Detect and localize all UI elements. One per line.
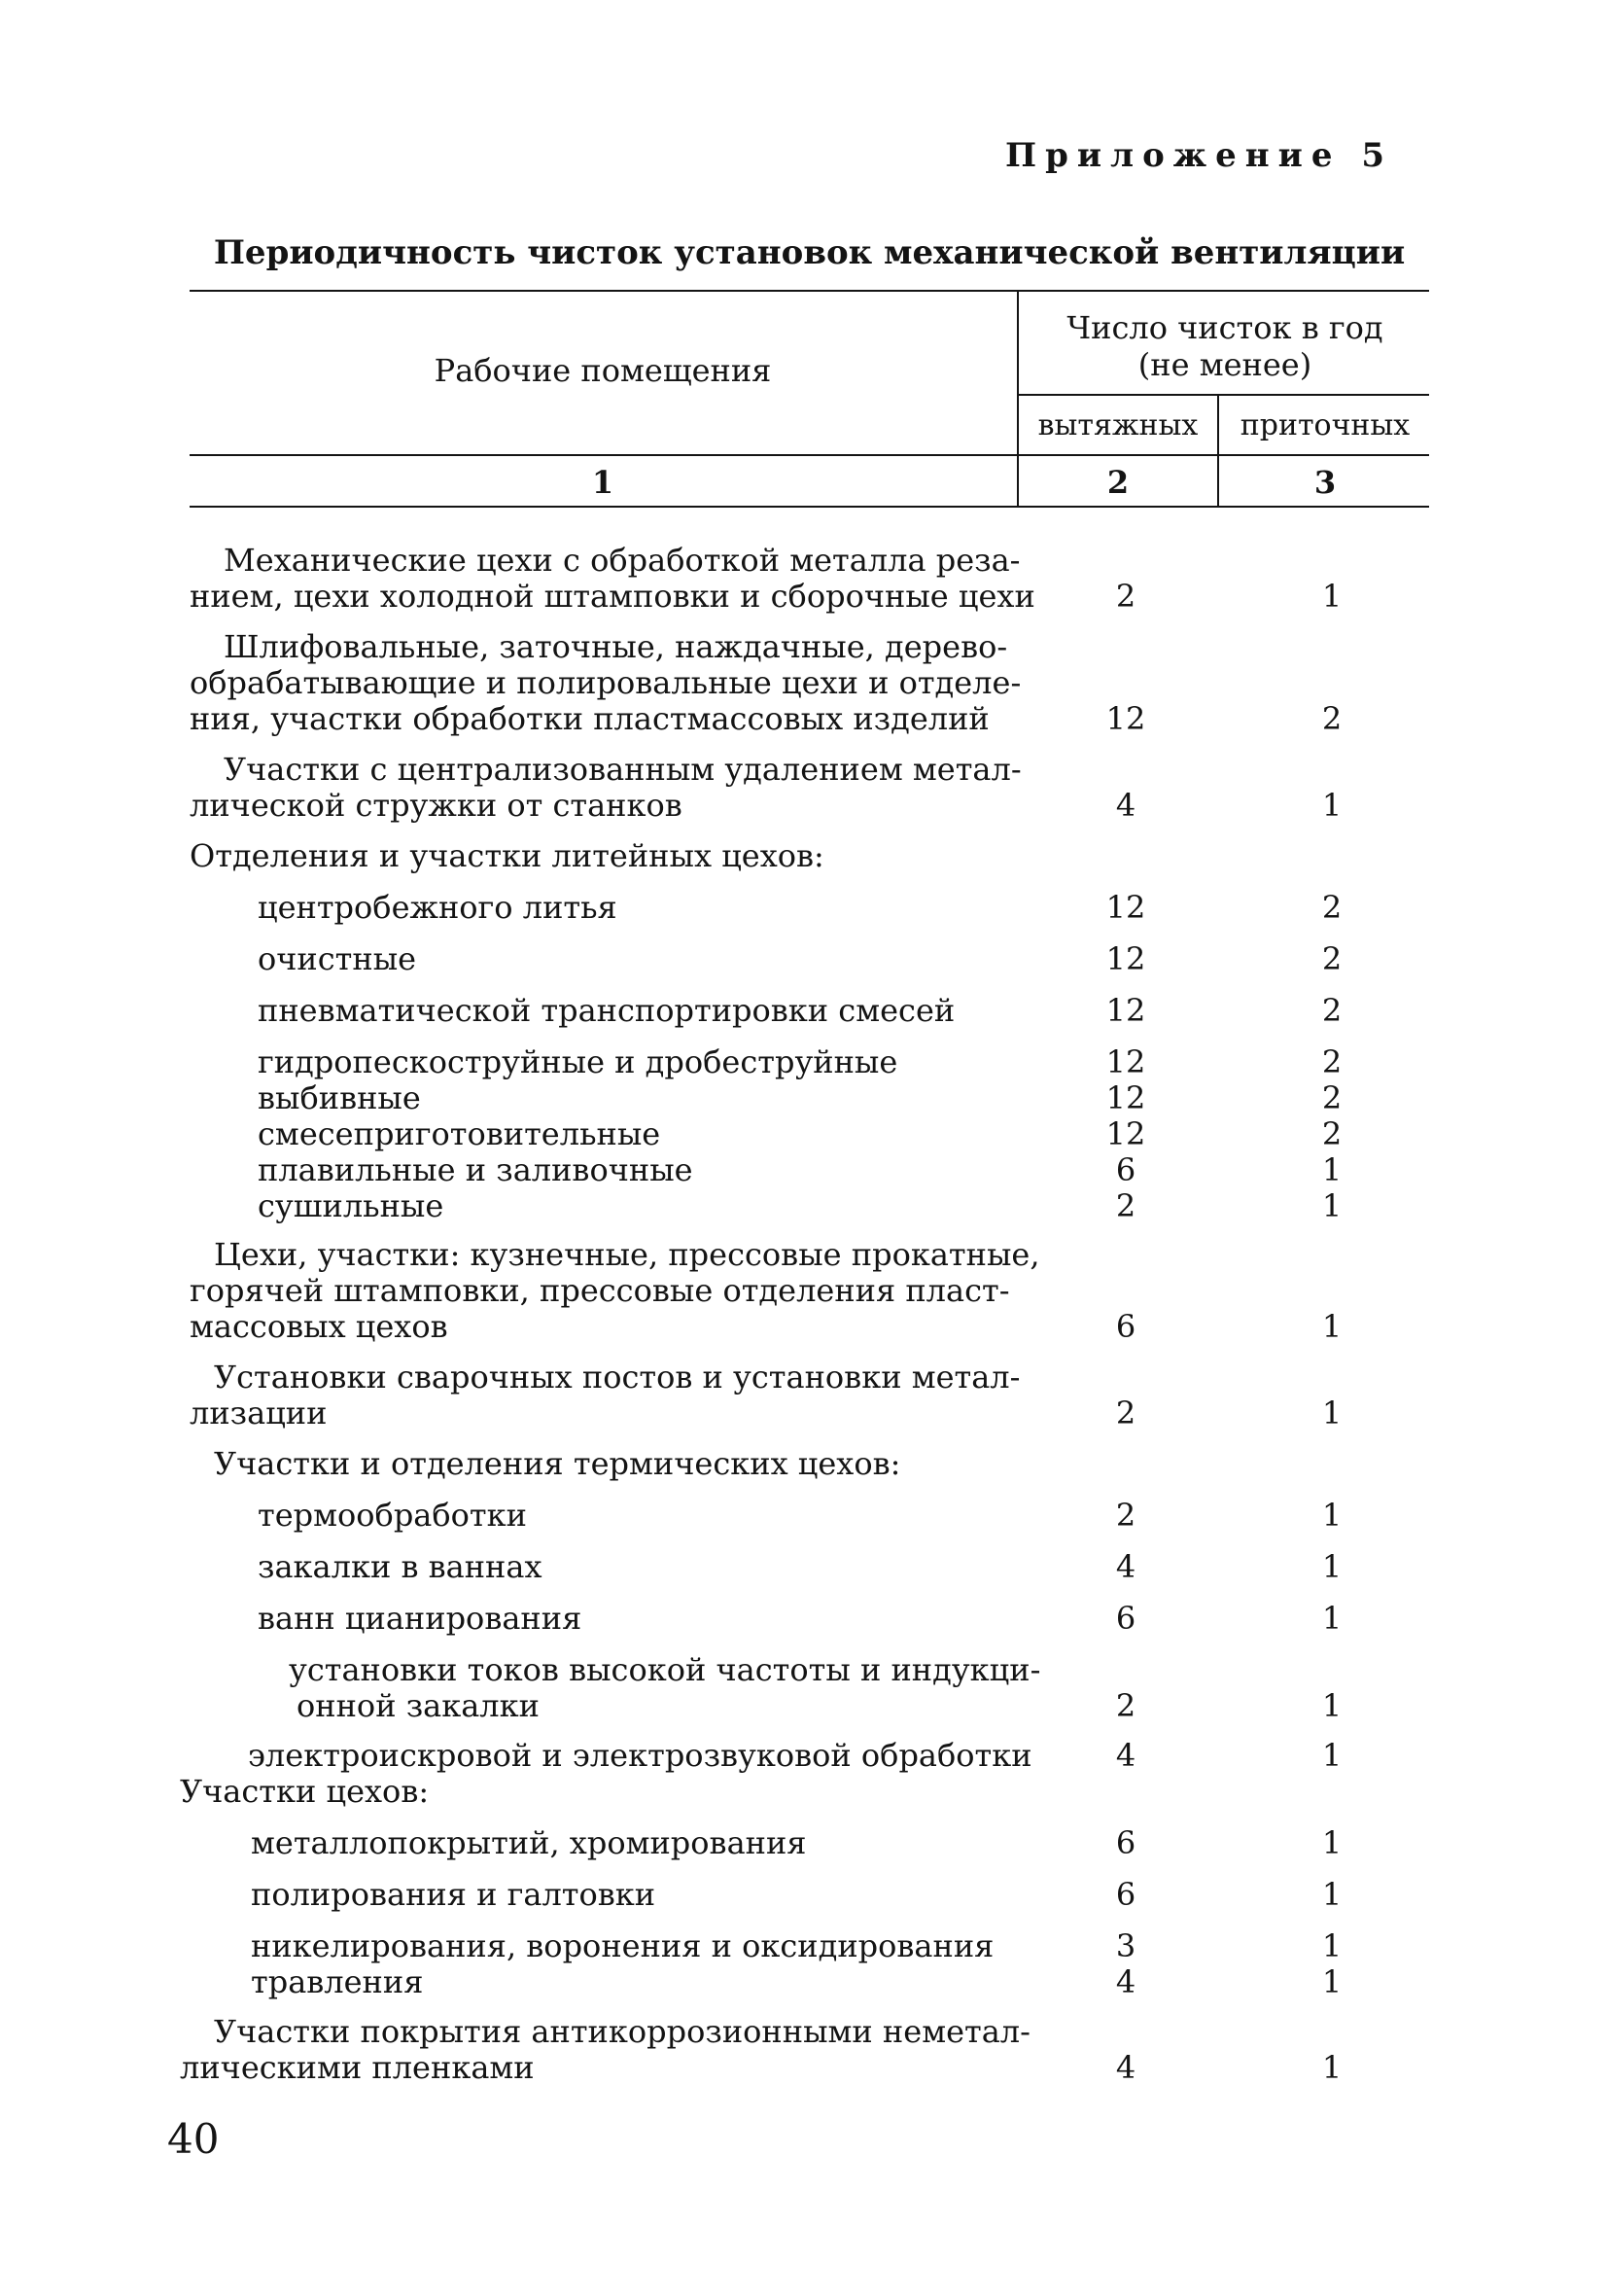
column-divider-1: [1017, 292, 1019, 506]
column-number-2: 2: [1106, 464, 1130, 501]
row-exhaust-value: 2: [1115, 1395, 1136, 1431]
row-exhaust-value: 6: [1115, 1600, 1136, 1637]
row-exhaust-value: 2: [1115, 578, 1136, 615]
group-header-rule: [1019, 394, 1429, 396]
row-exhaust-value: 2: [1115, 1687, 1136, 1724]
row-description: очистные: [258, 940, 417, 977]
row-supply-value: 2: [1321, 940, 1343, 977]
row-description: сушильные: [258, 1187, 444, 1224]
row-supply-value: 2: [1321, 889, 1343, 926]
row-description: термообработки: [258, 1497, 527, 1534]
row-description: никелирования, воронения и оксидирования: [251, 1927, 995, 1964]
column-divider-2: [1217, 396, 1219, 506]
row-description: травления: [251, 1963, 424, 2000]
row-exhaust-value: 12: [1105, 1115, 1146, 1152]
row-description: закалки в ваннах: [258, 1548, 542, 1585]
row-description: Участки покрытия антикоррозионными неметал- лическими пленками: [180, 2013, 1031, 2086]
row-description: полирования и галтовки: [251, 1876, 656, 1913]
row-supply-value: 1: [1321, 1824, 1343, 1861]
row-description: гидропескоструйные и дробеструйные: [258, 1043, 898, 1080]
row-description: Установки сварочных постов и установки метал- лизации: [190, 1359, 1021, 1431]
row-supply-value: 1: [1321, 1687, 1343, 1724]
row-exhaust-value: 4: [1115, 1548, 1136, 1585]
row-exhaust-value: 6: [1115, 1151, 1136, 1188]
row-exhaust-value: 12: [1105, 700, 1146, 737]
row-supply-value: 1: [1321, 1963, 1343, 2000]
row-supply-value: 2: [1321, 1079, 1343, 1116]
table-header-divider: [190, 454, 1429, 456]
row-exhaust-value: 12: [1105, 889, 1146, 926]
row-supply-value: 1: [1321, 1737, 1343, 1774]
row-exhaust-value: 12: [1105, 1079, 1146, 1116]
row-supply-value: 1: [1321, 1497, 1343, 1534]
row-exhaust-value: 12: [1105, 992, 1146, 1029]
row-supply-value: 2: [1321, 992, 1343, 1029]
row-exhaust-value: 4: [1115, 1963, 1136, 2000]
table-top-rule: [190, 290, 1429, 292]
row-exhaust-value: 2: [1115, 1497, 1136, 1534]
row-supply-value: 1: [1321, 1927, 1343, 1964]
row-description: Отделения и участки литейных цехов:: [190, 837, 824, 874]
row-supply-value: 1: [1321, 787, 1343, 824]
column-number-1: 1: [591, 464, 614, 501]
row-supply-value: 2: [1321, 700, 1343, 737]
row-supply-value: 1: [1321, 1187, 1343, 1224]
appendix-label: Приложение 5: [1005, 136, 1393, 175]
row-supply-value: 1: [1321, 1876, 1343, 1913]
row-exhaust-value: 3: [1115, 1927, 1136, 1964]
row-description: центробежного литья: [258, 889, 617, 926]
row-exhaust-value: 4: [1115, 2049, 1136, 2086]
row-supply-value: 1: [1321, 1395, 1343, 1431]
document-title: Периодичность чисток установок механической вентиляции: [213, 233, 1406, 272]
row-exhaust-value: 12: [1105, 940, 1146, 977]
row-description: электроискровой и электрозвуковой обработки: [248, 1737, 1032, 1774]
column-number-3: 3: [1313, 464, 1337, 501]
row-exhaust-value: 4: [1115, 1737, 1136, 1774]
row-description: Цехи, участки: кузнечные, прессовые прокатные, горячей штамповки, прессовые отделения пласт- массовых цехов: [190, 1236, 1040, 1345]
row-exhaust-value: 12: [1105, 1043, 1146, 1080]
row-supply-value: 1: [1321, 2049, 1343, 2086]
table-number-rule: [190, 506, 1429, 508]
row-supply-value: 2: [1321, 1115, 1343, 1152]
row-description: Шлифовальные, заточные, наждачные, дерево- обрабатывающие и полировальные цехи и отделе- ния, участки обработки пластмассовых изделий: [190, 628, 1022, 737]
row-description: Участки цехов:: [180, 1773, 430, 1810]
column-header-supply: приточных: [1240, 408, 1411, 442]
column-header-exhaust: вытяжных: [1037, 408, 1199, 442]
row-description: установки токов высокой частоты и индукци- онной закалки: [289, 1651, 1041, 1724]
row-supply-value: 1: [1321, 578, 1343, 615]
row-description: смесеприготовительные: [258, 1115, 661, 1152]
row-description: Механические цехи с обработкой металла реза- нием, цехи холодной штамповки и сборочные цехи: [190, 542, 1035, 615]
row-description: Участки и отделения термических цехов:: [214, 1445, 901, 1482]
page-number: 40: [167, 2115, 220, 2163]
row-description: плавильные и заливочные: [258, 1151, 693, 1188]
row-description: ванн цианирования: [258, 1600, 582, 1637]
row-exhaust-value: 6: [1115, 1308, 1136, 1345]
column-group-header: Число чисток в год (не менее): [1066, 309, 1383, 383]
row-description: выбивные: [258, 1079, 421, 1116]
column-header-premises: Рабочие помещения: [434, 352, 772, 389]
row-exhaust-value: 2: [1115, 1187, 1136, 1224]
row-description: металлопокрытий, хромирования: [251, 1824, 807, 1861]
row-supply-value: 1: [1321, 1600, 1343, 1637]
row-exhaust-value: 6: [1115, 1876, 1136, 1913]
row-supply-value: 1: [1321, 1151, 1343, 1188]
row-description: пневматической транспортировки смесей: [258, 992, 956, 1029]
row-supply-value: 1: [1321, 1308, 1343, 1345]
row-exhaust-value: 4: [1115, 787, 1136, 824]
row-exhaust-value: 6: [1115, 1824, 1136, 1861]
row-description: Участки с централизованным удалением метал- лической стружки от станков: [190, 751, 1022, 824]
row-supply-value: 2: [1321, 1043, 1343, 1080]
row-supply-value: 1: [1321, 1548, 1343, 1585]
